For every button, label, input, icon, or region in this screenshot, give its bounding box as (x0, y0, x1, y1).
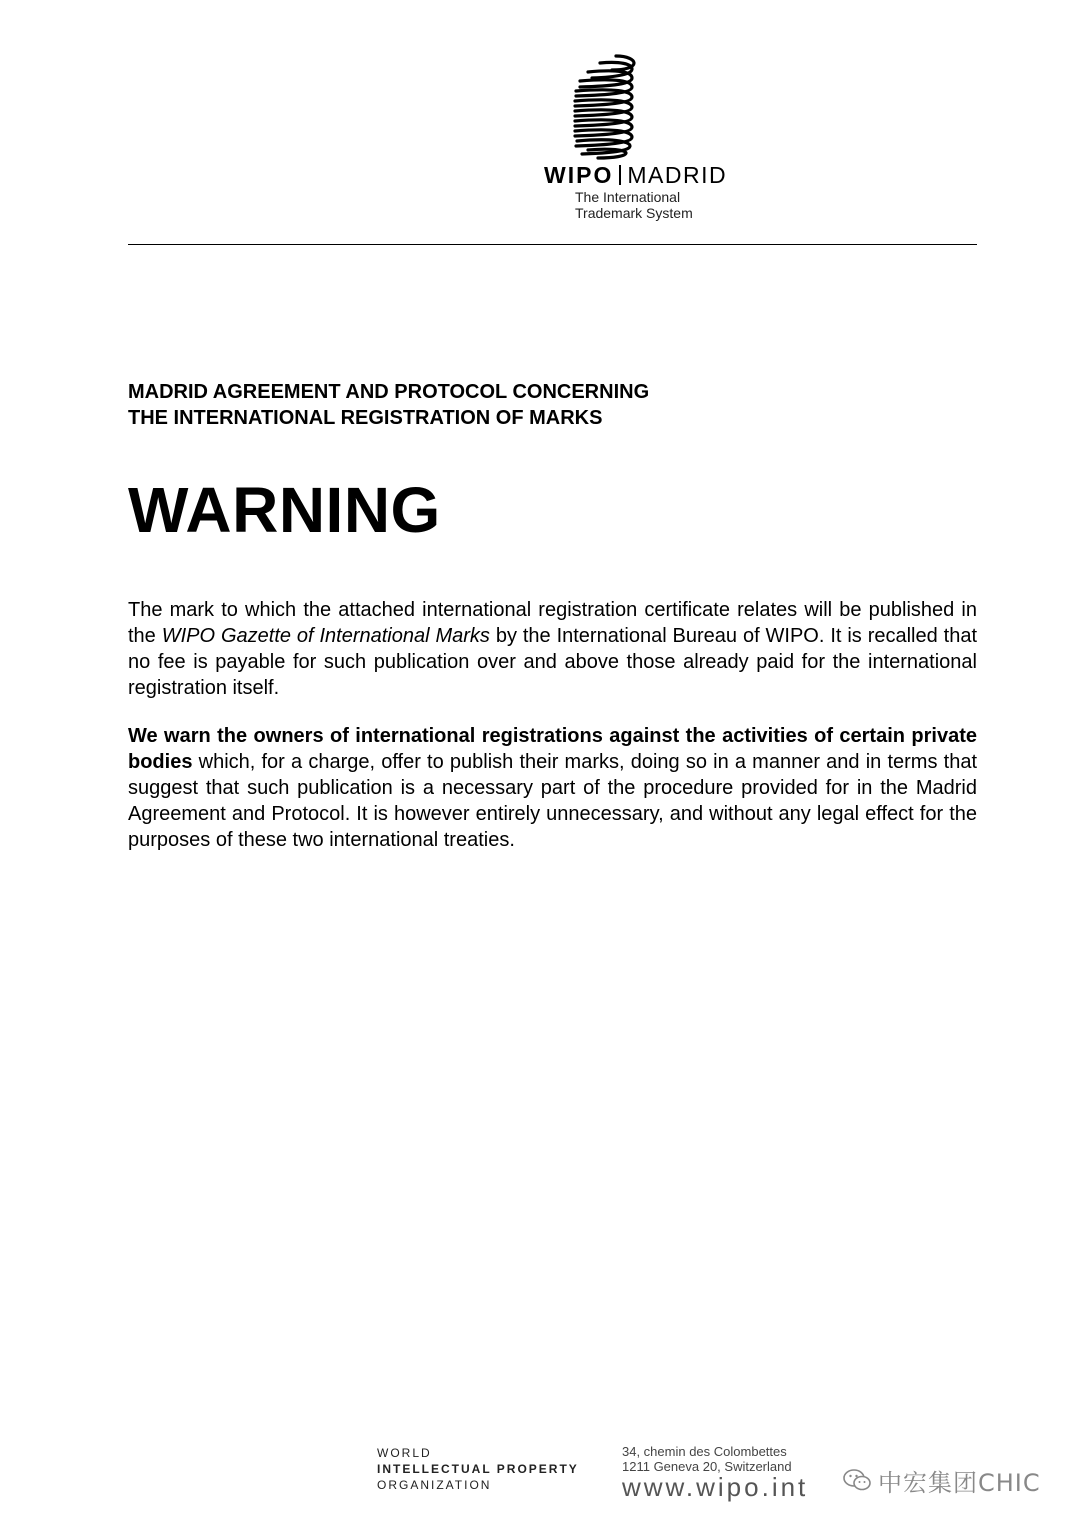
paragraph1-text-b: by the International Bureau of WIPO. It is recalled that no fee is payable for such publication over and above those already paid for the international registration itself. (128, 625, 978, 699)
logo-subtitle-line2: Trademark System (575, 205, 693, 221)
document-title-line1: MADRID AGREEMENT AND PROTOCOL CONCERNING (128, 381, 650, 403)
paragraph1-text-a: The mark to which the attached international registration certificate relates will be published in the (128, 599, 977, 647)
document-title (128, 379, 649, 431)
address-line2: 1211 Geneva 20, Switzerland (622, 1459, 792, 1474)
org-line1: WORLD (377, 1446, 432, 1460)
gazette-title: WIPO Gazette of International Marks (161, 625, 490, 647)
wipo-logo-icon (572, 50, 636, 160)
wipo-madrid-wordmark (544, 161, 727, 189)
logo-subtitle-line1: The International (575, 189, 681, 205)
brand-separator (619, 165, 621, 185)
footer-address (622, 1444, 792, 1474)
paragraph-publication (128, 597, 977, 701)
paragraph2-text: which, for a charge, offer to publish their marks, doing so in a manner and in terms that suggest that such publication is a necessary part of the procedure provided for in the Madrid Agreement and Protocol. It is however entirely unnecessary, and without any legal effect for the purposes of these two international treaties. (128, 751, 977, 851)
org-line2: INTELLECTUAL PROPERTY (377, 1462, 579, 1476)
logo-subtitle (575, 189, 693, 221)
header-divider (128, 244, 977, 245)
paragraph-warning (128, 723, 977, 853)
warning-emphasis: We warn the owners of international registrations against the activities of certain private bodies (128, 725, 977, 773)
brand-wipo: WIPO (544, 162, 614, 188)
org-line3: ORGANIZATION (377, 1478, 492, 1492)
footer-organization (377, 1445, 579, 1493)
wechat-icon (842, 1467, 872, 1493)
watermark-text: 中宏集团CHIC (878, 1468, 1041, 1497)
warning-heading: WARNING (128, 474, 441, 546)
footer-url: www.wipo.int (622, 1472, 809, 1502)
wechat-watermark (842, 1462, 1041, 1498)
document-title-line2: THE INTERNATIONAL REGISTRATION OF MARKS (128, 407, 603, 429)
brand-madrid: MADRID (627, 162, 728, 188)
address-line1: 34, chemin des Colombettes (622, 1444, 787, 1459)
